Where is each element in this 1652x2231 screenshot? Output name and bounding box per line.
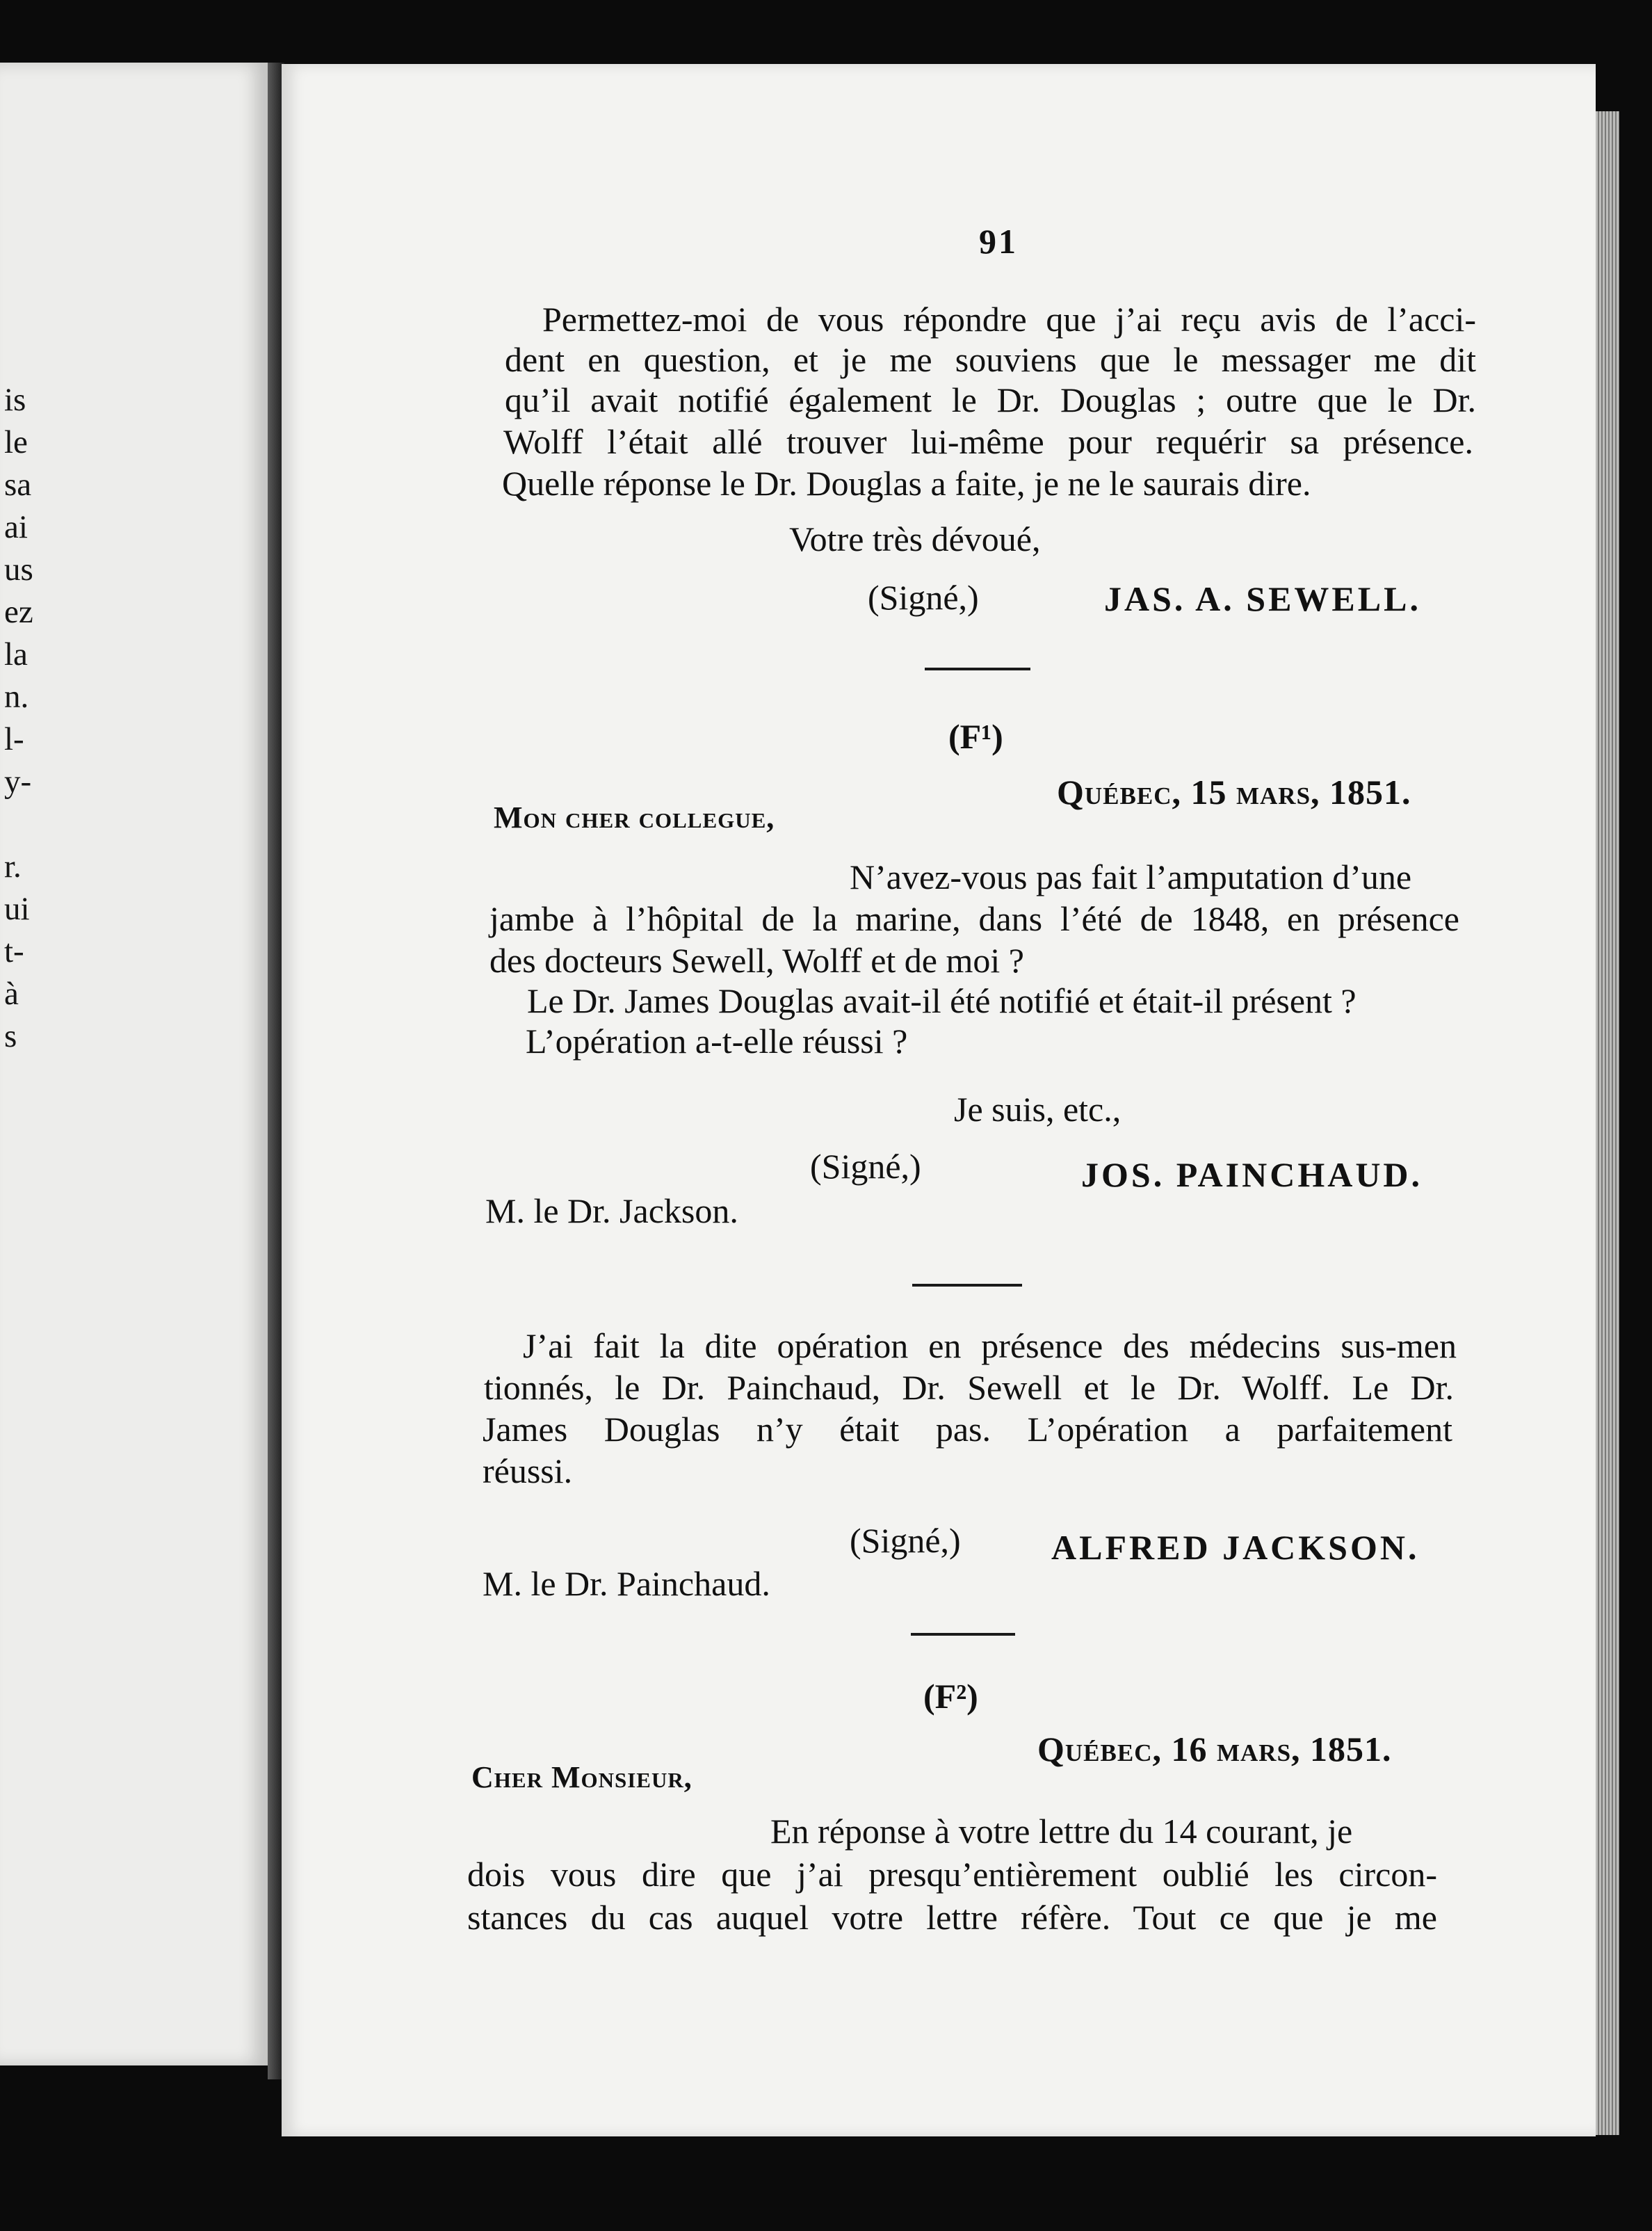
letter-f2-line-2: dois vous dire que j’ai presqu’entièrement oublié les circon- <box>467 1855 1437 1894</box>
left-fragment: la <box>4 636 28 672</box>
letter-f1-line-3: des docteurs Sewell, Wolff et de moi ? <box>489 941 1024 980</box>
letter-f1-signed: (Signé,) <box>810 1147 921 1186</box>
section-f1-heading: (F¹) <box>948 717 1003 756</box>
letter-e-signed: (Signé,) <box>868 578 979 617</box>
left-fragment: t- <box>4 933 24 969</box>
letter-e-line-1: Permettez-moi de vous répondre que j’ai reçu avis de l’acci- <box>542 300 1476 339</box>
left-fragment: ai <box>4 509 28 545</box>
reply-line-2: tionnés, le Dr. Painchaud, Dr. Sewell et le Dr. Wolff. Le Dr. <box>484 1368 1454 1407</box>
left-fragment: us <box>4 551 33 588</box>
letter-f1-signature: JOS. PAINCHAUD. <box>1081 1155 1423 1194</box>
left-page-text-fragments <box>4 379 53 1058</box>
left-fragment: ui <box>4 891 30 927</box>
reply-addressee: M. le Dr. Painchaud. <box>483 1564 770 1603</box>
page-edges <box>1596 111 1619 2135</box>
left-fragment: le <box>4 424 28 460</box>
reply-line-3: James Douglas n’y était pas. L’opération a parfaitement <box>483 1410 1452 1449</box>
left-fragment <box>4 803 53 846</box>
section-divider <box>911 1633 1015 1636</box>
left-fragment: l- <box>4 721 24 757</box>
letter-e-line-5: Quelle réponse le Dr. Douglas a faite, je ne le saurais dire. <box>502 464 1311 503</box>
letter-f2-line-1: En réponse à votre lettre du 14 courant, je <box>770 1812 1353 1851</box>
reply-signed: (Signé,) <box>850 1521 961 1560</box>
section-divider <box>925 668 1030 670</box>
letter-e-closing: Votre très dévoué, <box>789 520 1041 558</box>
letter-f1-salutation: Mon cher collegue, <box>494 800 775 835</box>
letter-f2-dateline <box>1037 1729 1392 1769</box>
left-fragment: y- <box>4 764 32 800</box>
letter-f1-line-4: Le Dr. James Douglas avait-il été notifié et était-il présent ? <box>527 981 1357 1020</box>
letter-f1-line-1: N’avez-vous pas fait l’amputation d’une <box>850 857 1412 896</box>
left-fragment: n. <box>4 679 29 715</box>
reply-line-4: réussi. <box>483 1451 573 1490</box>
left-fragment: ez <box>4 594 33 630</box>
letter-f1-dateline <box>1057 772 1411 812</box>
left-fragment: sa <box>4 467 32 503</box>
section-f2-heading: (F²) <box>923 1677 978 1716</box>
letter-f1-line-2: jambe à l’hôpital de la marine, dans l’été de 1848, en présence <box>489 899 1459 938</box>
page-number: 91 <box>979 222 1018 261</box>
left-fragment: is <box>4 382 26 418</box>
letter-f1-closing: Je suis, etc., <box>954 1090 1121 1129</box>
letter-f2-salutation: Cher Monsieur, <box>471 1760 693 1794</box>
letter-f1-line-5: L’opération a-t-elle réussi ? <box>526 1022 908 1061</box>
letter-e-signature: JAS. A. SEWELL. <box>1104 579 1421 618</box>
letter-f1-dateline-text: Québec, 15 mars, 1851. <box>1057 773 1411 812</box>
left-fragment: s <box>4 1018 17 1054</box>
section-divider <box>912 1284 1022 1287</box>
left-fragment: r. <box>4 848 22 885</box>
reply-line-1: J’ai fait la dite opération en présence des médecins sus-men <box>523 1326 1457 1365</box>
left-page-edge <box>0 63 272 2065</box>
letter-e-line-3: qu’il avait notifié également le Dr. Douglas ; outre que le Dr. <box>505 380 1476 419</box>
letter-e-line-4: Wolff l’était allé trouver lui-même pour requérir sa présence. <box>503 422 1473 461</box>
left-fragment: à <box>4 976 19 1012</box>
letter-f2-dateline-text: Québec, 16 mars, 1851. <box>1037 1730 1392 1769</box>
reply-signature: ALFRED JACKSON. <box>1051 1528 1420 1567</box>
letter-f1-addressee: M. le Dr. Jackson. <box>485 1191 738 1230</box>
letter-e-line-2: dent en question, et je me souviens que le messager me dit <box>505 340 1476 379</box>
letter-f2-line-3: stances du cas auquel votre lettre réfère. Tout ce que je me <box>467 1898 1437 1937</box>
